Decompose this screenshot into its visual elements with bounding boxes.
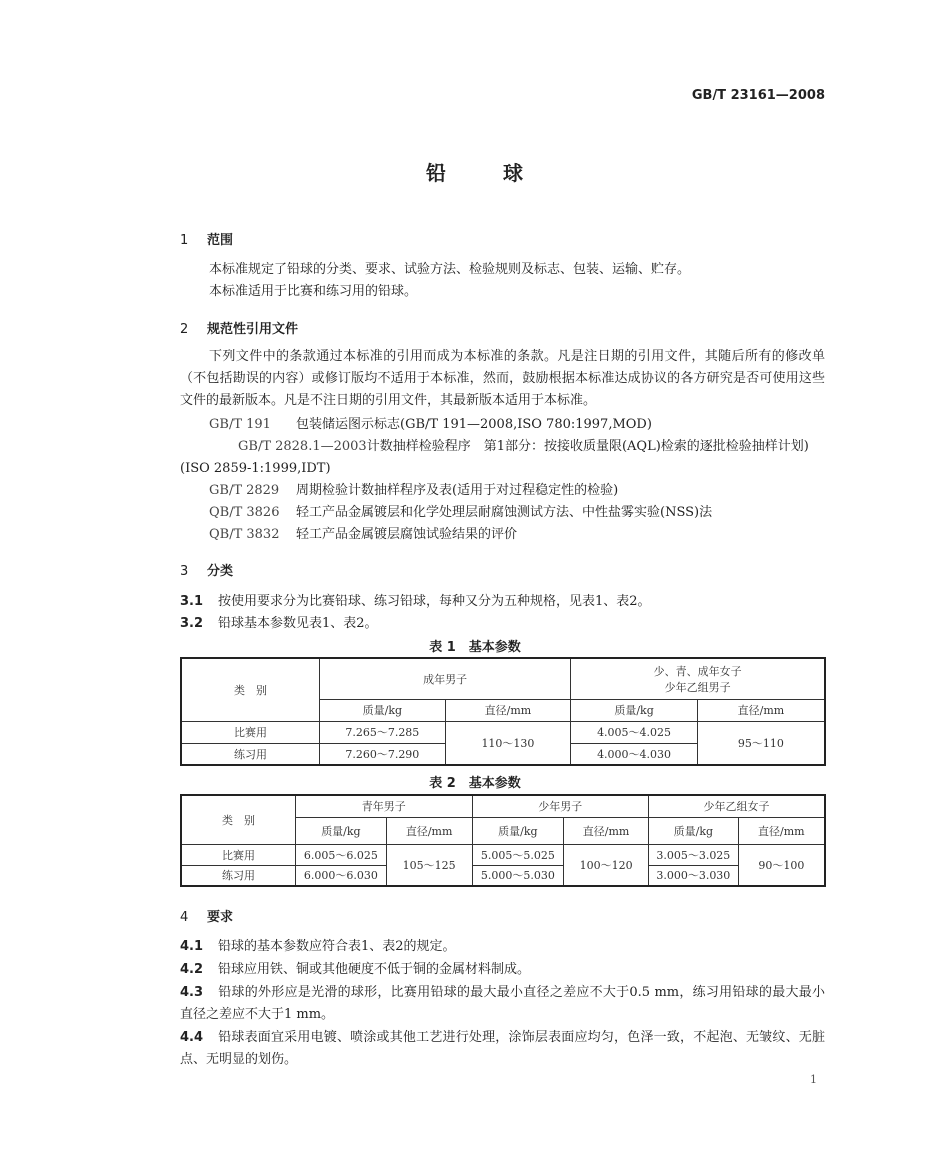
table-cell: 90～100 [738, 844, 825, 886]
table-cell: 95～110 [697, 721, 825, 765]
clause-text: 铅球表面宜采用电镀、喷涂或其他工艺进行处理，涂饰层表面应均匀，色泽一致，不起泡、无皱纹、无脏点、无明显的划伤。 [180, 1030, 825, 1067]
title-char-2: 球 [503, 161, 524, 185]
reference-item [180, 436, 825, 480]
clause-number: 4.1 [180, 939, 204, 954]
table-header-diameter: 直径/mm [564, 817, 649, 844]
section-1-para-1: 本标准规定了铅球的分类、要求、试验方法、检验规则及标志、包装、运输、贮存。 [209, 262, 691, 277]
table-row [181, 844, 825, 865]
table-cell: 6.005～6.025 [296, 844, 387, 865]
table-cell: 比赛用 [181, 721, 320, 743]
table-cell: 7.265～7.285 [320, 721, 446, 743]
section-number: 4 [180, 910, 189, 925]
section-1-para-2: 本标准适用于比赛和练习用的铅球。 [209, 284, 418, 299]
table-cell: 3.005～3.025 [648, 844, 738, 865]
clause-text: 铅球基本参数见表1、表2。 [218, 616, 378, 631]
table-cell: 4.000～4.030 [571, 743, 698, 765]
reference-text: 包装储运图示标志(GB/T 191—2008,ISO 780:1997,MOD) [296, 417, 652, 432]
section-title: 规范性引用文件 [207, 322, 299, 337]
section-title: 要求 [207, 910, 234, 925]
section-2-heading [180, 318, 298, 337]
table-row [181, 721, 825, 743]
section-number: 2 [180, 322, 189, 337]
clause-4-4 [180, 1027, 825, 1071]
table-header-diameter: 直径/mm [697, 699, 825, 721]
clause-number: 3.1 [180, 594, 204, 609]
section-number: 1 [180, 233, 189, 248]
table-header-group [571, 658, 825, 699]
section-3-heading [180, 560, 233, 579]
clause-number: 4.2 [180, 962, 204, 977]
reference-code: GB/T 2828.1—2003 [238, 439, 367, 454]
table-cell: 3.000～3.030 [648, 865, 738, 886]
reference-code: QB/T 3826 [209, 505, 280, 520]
reference-item [209, 414, 652, 436]
table-cell: 100～120 [564, 844, 649, 886]
title-char-1: 铅 [426, 161, 447, 185]
reference-item [209, 502, 712, 524]
table-header-diameter: 直径/mm [386, 817, 472, 844]
table-header-group: 成年男子 [320, 658, 571, 699]
reference-code: QB/T 3832 [209, 527, 280, 542]
clause-text: 铅球的外形应是光滑的球形，比赛用铅球的最大最小直径之差应不大于0.5 mm，练习用铅球的最大最小直径之差应不大于1 mm。 [180, 985, 825, 1022]
section-number: 3 [180, 564, 189, 579]
clause-3-2 [180, 613, 825, 635]
table-header-group: 少年男子 [472, 795, 648, 817]
clause-4-2 [180, 959, 825, 981]
table-header-group: 青年男子 [296, 795, 472, 817]
clause-4-1 [180, 936, 825, 958]
table-2-caption: 表 2 基本参数 [429, 776, 521, 791]
table-cell: 比赛用 [181, 844, 296, 865]
table-header-category: 类 别 [181, 795, 296, 844]
table-header-mass: 质量/kg [571, 699, 698, 721]
clause-3-1 [180, 591, 825, 613]
section-2-intro: 下列文件中的条款通过本标准的引用而成为本标准的条款。凡是注日期的引用文件，其随后所有的修改单（不包括勘误的内容）或修订版均不适用于本标准，然而，鼓励根据本标准达成协议的各方研究是否可使用这些文件的最新版本。凡是不注日期的引用文件，其最新版本适用于本标准。 [180, 349, 825, 408]
table-cell: 5.000～5.030 [472, 865, 564, 886]
clause-number: 4.4 [180, 1030, 204, 1045]
table-header-mass: 质量/kg [648, 817, 738, 844]
clause-4-3 [180, 982, 825, 1026]
table-header-category: 类 别 [181, 658, 320, 721]
table-1 [180, 657, 826, 766]
table-cell: 110～130 [445, 721, 571, 765]
standard-number: GB/T 23161—2008 [691, 88, 825, 103]
table-header-mass: 质量/kg [296, 817, 387, 844]
reference-text: 轻工产品金属镀层腐蚀试验结果的评价 [296, 527, 518, 542]
group-line: 少年乙组男子 [664, 680, 731, 694]
clause-text: 按使用要求分为比赛铅球、练习铅球，每种又分为五种规格，见表1、表2。 [218, 594, 651, 609]
table-cell: 7.260～7.290 [320, 743, 446, 765]
clause-text: 铅球的基本参数应符合表1、表2的规定。 [218, 939, 456, 954]
reference-text: 轻工产品金属镀层和化学处理层耐腐蚀测试方法、中性盐雾实验(NSS)法 [296, 505, 713, 520]
table-header-diameter: 直径/mm [738, 817, 825, 844]
page-number: 1 [810, 1073, 817, 1086]
reference-code: GB/T 191 [209, 417, 271, 432]
section-title: 分类 [207, 564, 234, 579]
table-header-mass: 质量/kg [472, 817, 564, 844]
reference-item [209, 524, 517, 546]
clause-number: 3.2 [180, 616, 204, 631]
section-title: 范围 [207, 233, 234, 248]
table-cell: 4.005～4.025 [571, 721, 698, 743]
table-cell: 练习用 [181, 743, 320, 765]
reference-code: GB/T 2829 [209, 483, 280, 498]
table-header-diameter: 直径/mm [445, 699, 571, 721]
table-header-group: 少年乙组女子 [648, 795, 825, 817]
table-cell: 5.005～5.025 [472, 844, 564, 865]
section-4-heading [180, 906, 233, 925]
reference-text: 周期检验计数抽样程序及表(适用于对过程稳定性的检验) [296, 483, 619, 498]
reference-item [209, 480, 618, 502]
table-cell: 6.000～6.030 [296, 865, 387, 886]
table-row [181, 865, 825, 886]
section-1-heading [180, 229, 233, 248]
clause-number: 4.3 [180, 985, 204, 1000]
table-cell: 练习用 [181, 865, 296, 886]
document-title [0, 157, 950, 186]
group-line: 少、青、成年女子 [653, 664, 742, 678]
clause-text: 铅球应用铁、铜或其他硬度不低于铜的金属材料制成。 [218, 962, 531, 977]
reference-text: 计数抽样检验程序 第1部分：按接收质量限(AQL)检索的逐批检验抽样计划)(ISO 2859-1:1999,IDT) [180, 439, 809, 476]
table-cell: 105～125 [386, 844, 472, 886]
table-header-mass: 质量/kg [320, 699, 446, 721]
table-1-caption: 表 1 基本参数 [429, 640, 521, 655]
table-2 [180, 794, 826, 887]
